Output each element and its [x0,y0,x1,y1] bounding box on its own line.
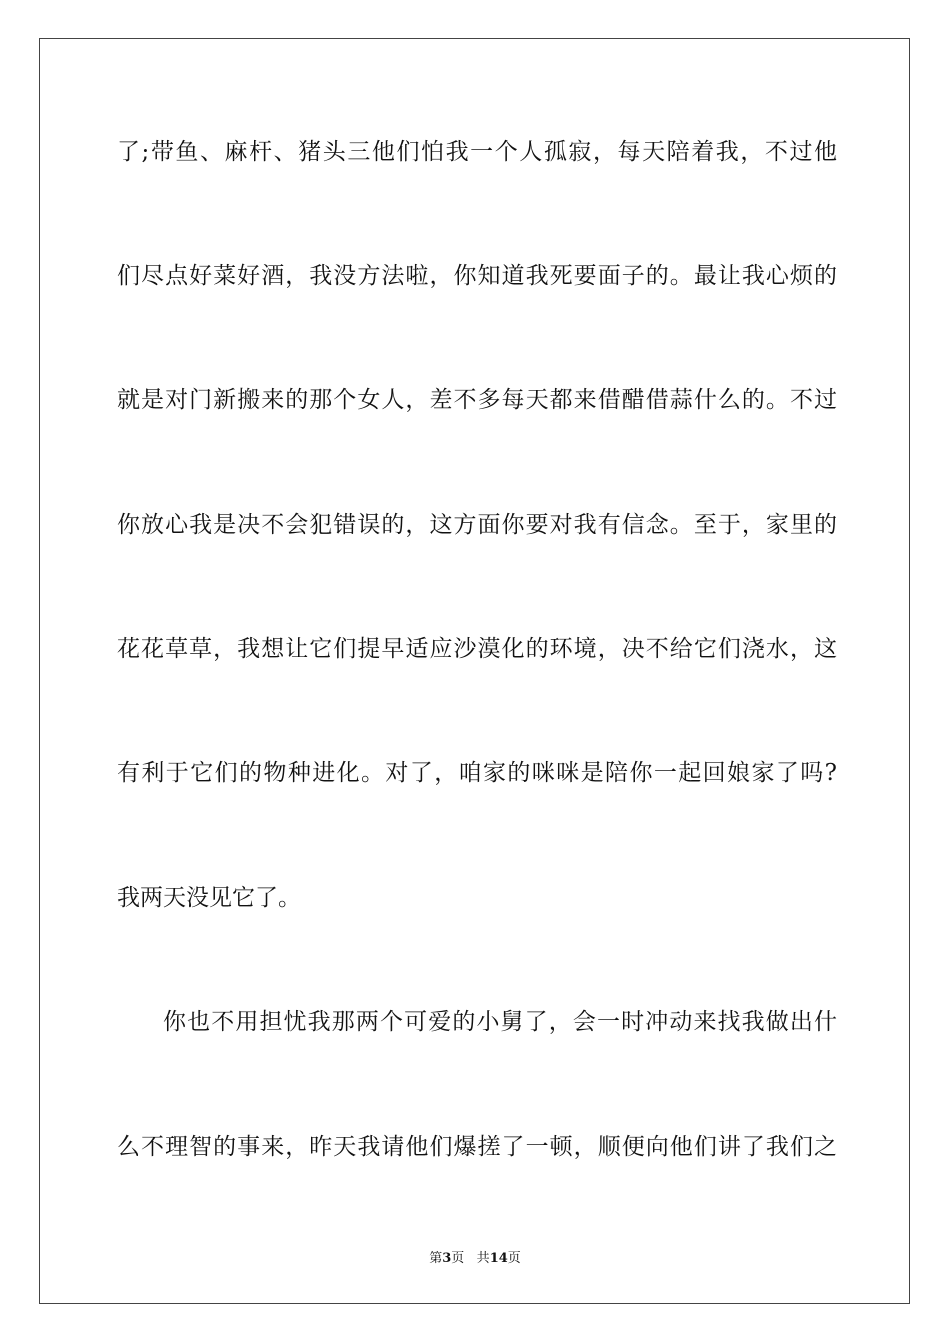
total-suffix: 页 [507,1251,521,1266]
body-text-line: 有利于它们的物种进化。对了，咱家的咪咪是陪你一起回娘家了吗? [117,760,837,786]
body-text-line: 你放心我是决不会犯错误的，这方面你要对我有信念。至于，家里的 [117,512,837,538]
body-text-line: 了;带鱼、麻杆、猪头三他们怕我一个人孤寂，每天陪着我，不过他 [117,139,837,165]
page-prefix: 第 [429,1251,443,1266]
paragraph-first-line: 你也不用担忧我那两个可爱的小舅了，会一时冲动来找我做出什 [163,1009,837,1035]
total-pages: 14 [489,1251,508,1266]
page-suffix: 页 [451,1251,465,1266]
body-text-line: 我两天没见它了。 [117,885,301,911]
body-text-line: 花花草草，我想让它们提早适应沙漠化的环境，决不给它们浇水，这 [117,636,837,662]
total-prefix: 共 [476,1251,490,1266]
page-border [39,38,910,1304]
page-footer [0,1247,950,1266]
body-text-line: 们尽点好菜好酒，我没方法啦，你知道我死要面子的。最让我心烦的 [117,263,837,289]
body-text-line: 就是对门新搬来的那个女人，差不多每天都来借醋借蒜什么的。不过 [117,387,837,413]
page-number: 3 [442,1251,452,1266]
body-text-line: 么不理智的事来，昨天我请他们爆搓了一顿，顺便向他们讲了我们之 [117,1134,837,1160]
